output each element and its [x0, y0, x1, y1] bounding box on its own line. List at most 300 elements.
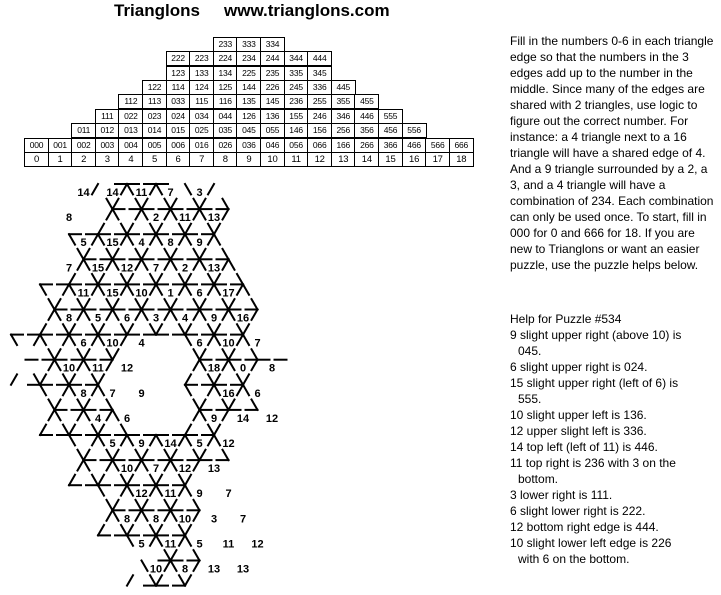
triangle-number: 11 — [222, 538, 235, 551]
vertex-spoke — [78, 410, 84, 420]
combo-cell: 046 — [260, 138, 285, 153]
triangle-number: 10 — [120, 463, 134, 476]
combo-cell: 145 — [260, 94, 285, 109]
triangle-number: 15 — [106, 237, 119, 250]
combo-cell: 445 — [331, 80, 356, 95]
combo-cell: 144 — [236, 80, 261, 95]
vertex-spoke — [55, 349, 61, 359]
triangle-number: 13 — [207, 563, 221, 576]
combo-cell: 355 — [331, 94, 356, 109]
vertex-spoke — [185, 274, 191, 284]
vertex-spoke — [223, 199, 229, 209]
vertex-spoke — [142, 249, 148, 259]
vertex-spoke — [214, 274, 220, 284]
triangle-number: 10 — [106, 337, 119, 350]
vertex-spoke — [150, 475, 156, 485]
vertex-spoke — [69, 274, 75, 284]
triangle-number: 10 — [135, 287, 148, 300]
vertex-spoke — [84, 400, 90, 410]
triangle-number: 13 — [207, 463, 221, 476]
vertex-spoke — [237, 274, 243, 284]
triangle-number: 13 — [207, 262, 221, 275]
vertex-spoke — [208, 324, 214, 334]
vertex-spoke — [121, 184, 127, 194]
vertex-spoke — [84, 450, 90, 460]
vertex-spoke — [194, 450, 200, 460]
triangle-number: 7 — [109, 387, 116, 400]
vertex-spoke — [107, 360, 113, 370]
combo-cell: 556 — [402, 123, 427, 138]
sum-cell: 13 — [331, 152, 356, 167]
vertex-spoke — [136, 209, 142, 219]
triangle-number: 9 — [196, 237, 203, 250]
combo-cell: 006 — [166, 138, 191, 153]
combo-cell: 122 — [142, 80, 167, 95]
triangle-number: 6 — [196, 287, 203, 300]
vertex-spoke — [49, 349, 55, 359]
triangle-number: 12 — [251, 538, 264, 551]
combo-cell: 001 — [48, 138, 73, 153]
vertex-spoke — [156, 485, 162, 495]
vertex-spoke — [142, 209, 148, 219]
vertex-spoke — [78, 299, 84, 309]
vertex-spoke — [127, 485, 133, 495]
sum-cell: 8 — [213, 152, 238, 167]
vertex-spoke — [84, 349, 90, 359]
vertex-spoke — [98, 485, 104, 495]
combo-cell: 026 — [213, 138, 238, 153]
triangle-number: 9 — [196, 488, 203, 501]
vertex-spoke — [121, 485, 127, 495]
vertex-spoke — [92, 475, 98, 485]
vertex-spoke — [179, 234, 185, 244]
sum-cell: 0 — [24, 152, 49, 167]
combo-cell: 124 — [189, 80, 214, 95]
vertex-spoke — [156, 224, 162, 234]
triangle-number: 3 — [196, 187, 203, 199]
triangle-number: 11 — [164, 488, 177, 501]
combo-cell: 005 — [142, 138, 167, 153]
vertex-spoke — [92, 284, 98, 294]
vertex-spoke — [34, 335, 40, 345]
vertex-spoke — [200, 209, 206, 219]
vertex-spoke — [208, 335, 214, 345]
triangle-number: 8 — [181, 563, 189, 576]
combo-cell: 112 — [118, 94, 143, 109]
combo-cell: 225 — [236, 66, 261, 81]
vertex-spoke — [55, 410, 61, 420]
help-item-line1: 11 top right is 236 with 3 on the — [510, 456, 676, 470]
help-item-line1: 10 slight upper left is 136. — [510, 408, 647, 422]
sum-cell: 12 — [307, 152, 332, 167]
combo-cell: 245 — [284, 80, 309, 95]
vertex-spoke — [156, 274, 162, 284]
vertex-spoke — [150, 274, 156, 284]
vertex-spoke — [150, 284, 156, 294]
vertex-spoke — [171, 450, 177, 460]
vertex-spoke — [142, 259, 148, 269]
combo-cell: 266 — [354, 138, 379, 153]
vertex-spoke — [185, 385, 191, 395]
help-item-line1: 9 slight upper right (above 10) is — [510, 328, 682, 342]
vertex-spoke — [78, 249, 84, 259]
help-item-line1: 12 bottom right edge is 444. — [510, 520, 659, 534]
vertex-spoke — [113, 349, 119, 359]
vertex-spoke — [171, 259, 177, 269]
combo-cell: 224 — [213, 51, 238, 66]
combo-cell: 116 — [213, 94, 238, 109]
vertex-spoke — [142, 460, 148, 470]
triangle-number: 10 — [178, 513, 192, 526]
vertex-spoke — [165, 460, 171, 470]
combo-cell: 235 — [260, 66, 285, 81]
help-item-line1: 14 top left (left of 11) is 446. — [510, 440, 658, 454]
sum-cell: 14 — [354, 152, 379, 167]
vertex-spoke — [136, 500, 142, 510]
vertex-spoke — [194, 360, 200, 370]
vertex-spoke — [194, 199, 200, 209]
vertex-spoke — [121, 224, 127, 234]
vertex-spoke — [150, 184, 156, 194]
vertex-spoke — [200, 199, 206, 209]
triangle-number: 8 — [167, 237, 174, 250]
combo-cell: 003 — [95, 138, 120, 153]
vertex-spoke — [171, 299, 177, 309]
vertex-spoke — [229, 400, 235, 410]
vertex-spoke — [136, 259, 142, 269]
vertex-spoke — [165, 561, 171, 571]
combo-cell: 036 — [236, 138, 261, 153]
vertex-spoke — [200, 410, 206, 420]
combo-cell: 013 — [118, 123, 143, 138]
combo-cell: 035 — [213, 123, 238, 138]
vertex-spoke — [63, 385, 69, 395]
help-item — [510, 375, 720, 407]
combo-cell: 335 — [284, 66, 309, 81]
vertex-spoke — [185, 485, 191, 495]
vertex-spoke — [223, 450, 229, 460]
vertex-spoke — [194, 259, 200, 269]
combo-cell: 255 — [307, 94, 332, 109]
vertex-spoke — [208, 274, 214, 284]
help-list — [510, 327, 720, 567]
combo-cell: 022 — [118, 109, 143, 124]
vertex-spoke — [121, 274, 127, 284]
help-item — [510, 535, 720, 567]
vertex-spoke — [40, 385, 46, 395]
combo-cell: 045 — [236, 123, 261, 138]
vertex-spoke — [84, 259, 90, 269]
triangle-number: 5 — [196, 438, 203, 450]
combo-cell: 244 — [260, 51, 285, 66]
combo-cell: 000 — [24, 138, 49, 153]
triangle-number: 8 — [152, 513, 160, 526]
vertex-spoke — [49, 299, 55, 309]
vertex-spoke — [165, 299, 171, 309]
sum-cell: 7 — [189, 152, 214, 167]
vertex-spoke — [107, 500, 113, 510]
vertex-spoke — [78, 450, 84, 460]
vertex-spoke — [223, 299, 229, 309]
combo-cell: 133 — [189, 66, 214, 81]
triangle-number: 11 — [164, 538, 177, 551]
help-item — [510, 455, 720, 487]
vertex-spoke — [113, 299, 119, 309]
vertex-spoke — [55, 360, 61, 370]
vertex-spoke — [208, 184, 214, 194]
vertex-spoke — [150, 525, 156, 535]
vertex-spoke — [78, 349, 84, 359]
combo-cell: 055 — [260, 123, 285, 138]
sum-cell: 11 — [284, 152, 309, 167]
triangle-number: 6 — [80, 337, 87, 350]
triangle-number: 0 — [239, 362, 247, 375]
vertex-markers — [11, 184, 287, 586]
combo-cell: 134 — [213, 66, 238, 81]
vertex-spoke — [98, 324, 104, 334]
vertex-spoke — [200, 299, 206, 309]
vertex-spoke — [165, 259, 171, 269]
vertex-spoke — [136, 299, 142, 309]
vertex-spoke — [194, 209, 200, 219]
combo-cell: 356 — [354, 123, 379, 138]
triangle-number: 11 — [179, 212, 191, 225]
vertex-spoke — [92, 335, 98, 345]
vertex-spoke — [156, 435, 162, 445]
triangle-number: 12 — [178, 463, 192, 476]
vertex-spoke — [185, 535, 191, 545]
vertex-spoke — [252, 310, 258, 320]
vertex-spoke — [92, 425, 98, 435]
vertex-spoke — [40, 284, 46, 294]
help-item-line1: 12 upper slight left is 336. — [510, 424, 647, 438]
triangle-number: 4 — [138, 337, 145, 350]
vertex-spoke — [92, 435, 98, 445]
vertex-spoke — [49, 400, 55, 410]
vertex-spoke — [223, 410, 229, 420]
vertex-spoke — [127, 535, 133, 545]
vertex-spoke — [185, 284, 191, 294]
vertex-spoke — [165, 249, 171, 259]
combo-cell: 345 — [307, 66, 332, 81]
combo-cell: 123 — [166, 66, 191, 81]
vertex-spoke — [185, 184, 191, 194]
vertex-spoke — [208, 435, 214, 445]
vertex-spoke — [165, 550, 171, 560]
vertex-spoke — [252, 400, 258, 410]
vertex-spoke — [113, 410, 119, 420]
help-title: Help for Puzzle #534 — [510, 312, 622, 326]
vertex-spoke — [185, 335, 191, 345]
combo-cell: 455 — [354, 94, 379, 109]
combo-cell: 555 — [378, 109, 403, 124]
vertex-spoke — [63, 374, 69, 384]
triangle-number: 11 — [77, 287, 90, 300]
triangle-number: 11 — [92, 362, 104, 375]
vertex-spoke — [171, 249, 177, 259]
vertex-spoke — [171, 310, 177, 320]
vertex-spoke — [98, 374, 104, 384]
triangle-number: 17 — [222, 287, 235, 300]
triangle-number: 8 — [65, 212, 73, 225]
triangle-number: 14 — [236, 412, 250, 425]
vertex-spoke — [223, 349, 229, 359]
vertex-spoke — [165, 209, 171, 219]
combo-cell: 236 — [284, 94, 309, 109]
vertex-spoke — [78, 259, 84, 269]
vertex-spoke — [69, 284, 75, 294]
vertex-spoke — [55, 299, 61, 309]
combo-cell: 025 — [189, 123, 214, 138]
vertex-spoke — [113, 249, 119, 259]
vertex-spoke — [98, 284, 104, 294]
vertex-spoke — [136, 460, 142, 470]
help-item-line2: 555. — [518, 392, 542, 406]
help-item-line2: bottom. — [518, 472, 559, 486]
vertex-spoke — [150, 435, 156, 445]
vertex-spoke — [208, 385, 214, 395]
vertex-spoke — [84, 299, 90, 309]
vertex-spoke — [121, 234, 127, 244]
vertex-spoke — [142, 561, 148, 571]
vertex-spoke — [127, 525, 133, 535]
triangle-number: 9 — [210, 412, 218, 425]
vertex-spoke — [55, 400, 61, 410]
combo-cell: 333 — [236, 37, 261, 52]
triangle-number: 9 — [210, 312, 218, 325]
vertex-spoke — [214, 425, 220, 435]
vertex-spoke — [84, 360, 90, 370]
vertex-spoke — [223, 360, 229, 370]
vertex-spoke — [136, 249, 142, 259]
combo-cell: 666 — [449, 138, 474, 153]
triangle-number: 12 — [120, 362, 134, 375]
combo-cell: 136 — [260, 109, 285, 124]
combo-cell: 114 — [166, 80, 191, 95]
vertex-spoke — [223, 209, 229, 219]
combo-cell: 034 — [189, 109, 214, 124]
vertex-spoke — [243, 374, 249, 384]
vertex-spoke — [107, 450, 113, 460]
sum-cell: 17 — [425, 152, 450, 167]
vertex-spoke — [98, 234, 104, 244]
triangle-number: 9 — [138, 438, 145, 450]
vertex-spoke — [113, 500, 119, 510]
vertex-spoke — [142, 450, 148, 460]
triangle-number: 5 — [196, 538, 203, 551]
sum-cell: 10 — [260, 152, 285, 167]
vertex-spoke — [237, 324, 243, 334]
combo-cell: 044 — [213, 109, 238, 124]
vertex-spoke — [84, 249, 90, 259]
vertex-spoke — [237, 374, 243, 384]
vertex-spoke — [229, 259, 235, 269]
help-item — [510, 439, 720, 455]
vertex-spoke — [84, 410, 90, 420]
vertex-spoke — [69, 425, 75, 435]
triangle-number: 5 — [109, 438, 116, 450]
vertex-spoke — [214, 435, 220, 445]
vertex-spoke — [214, 284, 220, 294]
vertex-spoke — [150, 535, 156, 545]
vertex-spoke — [121, 324, 127, 334]
sum-cell: 15 — [378, 152, 403, 167]
sum-cell: 1 — [48, 152, 73, 167]
vertex-spoke — [171, 209, 177, 219]
help-item-line1: 10 slight lower left edge is 226 — [510, 536, 672, 550]
vertex-spoke — [194, 510, 200, 520]
triangle-number: 9 — [138, 387, 145, 400]
triangle-number: 13 — [207, 212, 221, 225]
vertex-spoke — [237, 335, 243, 345]
triangle-number: 6 — [254, 387, 261, 400]
combo-cell: 146 — [284, 123, 309, 138]
vertex-spoke — [142, 500, 148, 510]
vertex-spoke — [92, 374, 98, 384]
vertex-spoke — [127, 284, 133, 294]
sum-cell: 16 — [402, 152, 427, 167]
vertex-spoke — [243, 284, 249, 294]
help-item — [510, 407, 720, 423]
vertex-spoke — [127, 274, 133, 284]
triangle-number: 3 — [152, 312, 160, 325]
vertex-spoke — [165, 310, 171, 320]
vertex-spoke — [92, 324, 98, 334]
combo-cell: 111 — [95, 109, 120, 124]
combo-cell: 466 — [402, 138, 427, 153]
vertex-spoke — [136, 510, 142, 520]
vertex-spoke — [92, 234, 98, 244]
combo-cell: 344 — [284, 51, 309, 66]
combo-cell: 004 — [118, 138, 143, 153]
help-item-line1: 15 slight upper right (left of 6) is — [510, 376, 679, 390]
vertex-spoke — [223, 259, 229, 269]
vertex-spoke — [142, 299, 148, 309]
vertex-spoke — [107, 510, 113, 520]
vertex-spoke — [179, 525, 185, 535]
vertex-spoke — [208, 234, 214, 244]
combo-cell: 444 — [307, 51, 332, 66]
vertex-spoke — [156, 284, 162, 294]
vertex-spoke — [165, 510, 171, 520]
vertex-spoke — [113, 259, 119, 269]
vertex-spoke — [156, 535, 162, 545]
vertex-spoke — [208, 374, 214, 384]
triangle-number: 10 — [149, 563, 163, 576]
vertex-spoke — [11, 374, 17, 384]
combo-cell: 336 — [307, 80, 332, 95]
combo-cell: 222 — [166, 51, 191, 66]
combo-cell: 223 — [189, 51, 214, 66]
vertex-spoke — [98, 335, 104, 345]
vertex-spoke — [40, 335, 46, 345]
vertex-spoke — [194, 299, 200, 309]
vertex-spoke — [69, 324, 75, 334]
combo-cell: 016 — [189, 138, 214, 153]
instructions — [510, 33, 720, 273]
vertex-spoke — [127, 575, 133, 585]
triangle-number: 15 — [106, 287, 119, 300]
vertex-spoke — [92, 385, 98, 395]
vertex-spoke — [98, 224, 104, 234]
help-item — [510, 359, 720, 375]
vertex-spoke — [179, 485, 185, 495]
vertex-spoke — [179, 224, 185, 234]
triangle-number: 4 — [138, 237, 145, 250]
vertex-spoke — [63, 284, 69, 294]
vertex-spoke — [223, 249, 229, 259]
vertex-spoke — [142, 310, 148, 320]
